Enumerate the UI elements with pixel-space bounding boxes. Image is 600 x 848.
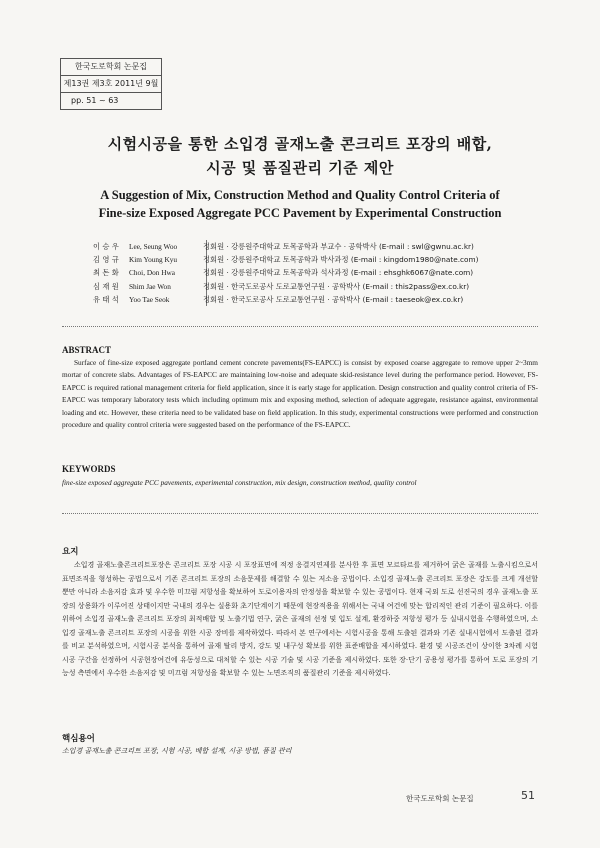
author-name-english: Lee, Seung Woo xyxy=(129,242,178,251)
author-name-korean: 이 승 우 xyxy=(93,242,119,251)
divider-top xyxy=(62,326,538,327)
author-row xyxy=(93,293,533,306)
abstract-heading: ABSTRACT xyxy=(62,345,112,355)
title-korean-line-1: 시험시공을 통한 소입경 골재노출 콘크리트 포장의 배합, xyxy=(107,135,493,153)
footer-journal-name: 한국도로학회 논문집 xyxy=(406,794,474,803)
author-list xyxy=(93,240,533,306)
keywords-body: fine-size exposed aggregate PCC pavements, experimental construction, mix design, construction method, quality control xyxy=(62,478,417,487)
title-english xyxy=(0,186,600,222)
author-affiliation: 정회원 · 강릉원주대학교 토목공학과 박사과정 (E-mail : kingdom1980@nate.com) xyxy=(203,255,479,265)
abstract-body: Surface of fine-size exposed aggregate portland cement concrete pavements(FS-EAPCC) is consist by exposed coarse aggregate to remove upper 2~3mm mortar of concrete slabs. Advantages of FS-EAPCC are maintaining low-noise and adequate skid-resistance level during the performance period. However, FS-EAPCC is required rational management criteria for field application, since it is early stage for application. Design construction and quality control criteria of FS-EAPCC was temporary laboratory tests which including optimum mix and exposing method, selection of adequate aggregate, resistance against, environmental loading and etc. However, these criteria need to be validated base on field application. In this study, experimental constructions were performed and construction procedure and quality control criteria were suggested based on the performance of the FS-EAPCC. xyxy=(62,358,538,430)
journal-volume: 제13권 제3호 2011년 9월 xyxy=(61,76,161,93)
author-affiliation: 정회원 · 강릉원주대학교 토목공학과 부교수 · 공학박사 (E-mail : swl@gwnu.ac.kr) xyxy=(203,242,474,251)
title-english-line-2: Fine-size Exposed Aggregate PCC Pavement by Experimental Construction xyxy=(98,206,502,220)
author-name-english: Kim Young Kyu xyxy=(129,255,178,265)
author-row xyxy=(93,280,533,293)
author-affiliation: 정회원 · 강릉원주대학교 토목공학과 석사과정 (E-mail : ehsghk6067@nate.com) xyxy=(203,268,474,278)
author-row xyxy=(93,266,533,279)
author-affiliation: 정회원 · 한국도로공사 도로교통연구원 · 공학박사 (E-mail : this2pass@ex.co.kr) xyxy=(203,281,470,291)
title-korean xyxy=(0,132,600,180)
journal-pages: pp. 51 ~ 63 xyxy=(71,96,119,105)
divider-middle xyxy=(62,513,538,514)
author-name-english: Yoo Tae Seok xyxy=(129,294,170,304)
title-korean-line-2: 시공 및 품질관리 기준 제안 xyxy=(206,159,394,177)
author-name-korean: 최 돈 화 xyxy=(93,268,119,278)
author-name-english: Choi, Don Hwa xyxy=(129,268,176,278)
page-number: 51 xyxy=(521,789,535,802)
journal-info-box xyxy=(60,58,162,110)
korean-abstract-body: 소입경 골재노출콘크리트포장은 콘크리트 포장 시공 시 포장표면에 적정 응결지연제를 분사한 후 표면 모르타르를 제거하여 굵은 골재를 노출시킴으로서 표면조직을 형성하는 공법으로서 기존 콘크리트 포장의 소음문제를 해결할 수 있는 저소음 공법이다. 소입경 골재노출 콘크리트 포장은 강도를 크게 개선할 뿐만 아니라 소음저감 효과 및 우수한 미끄럼 저항성을 확보하여 도로이용자의 안정성을 확보할 수 있는 공법이다. 현재 국외 도로 선진국의 경우 골재노출 포장의 상용화가 이루어진 상태이지만 국내의 경우는 실용화 초기단계이기 때문에 현장적용을 위해서는 국내 여건에 맞는 합리적인 관리 기준이 필요하다. 이를 위하여 소입경 골재노출 콘크리트 포장의 최적배합 및 노출기법 연구, 굵은 골재의 선정 및 입도 설계, 환경하중 저항성 평가 등 실내시험을 수행하였으며, 소입경 골재노출 콘크리트 포장의 시공을 위한 시공 장비를 제작하였다. 따라서 본 연구에서는 시험시공을 통해 도출된 결과와 기존 실내시험에서 도출된 결과를 비교 분석하였으며, 시험시공 분석을 통하여 골재 탈리 방지, 강도 및 내구성 확보를 위한 표준배합을 제시하였다. 환경 및 시공조건이 상이한 3차례 시험시공 구간을 선정하여 시공현장여건에 유동성으로 대처할 수 있는 시공 기술 및 시공 기준을 제시하였다. 또한 장·단기 공용성 평가를 통하여 도로 포장의 기능성 측면에서 우수한 소음저감 및 미끄럼 저항성을 확보할 수 있는 노면조직의 품질관리 기준을 제시하였다. xyxy=(62,561,538,678)
keywords-heading: KEYWORDS xyxy=(62,464,116,474)
author-name-korean: 김 영 규 xyxy=(93,255,119,265)
author-name-korean: 유 태 석 xyxy=(93,294,119,304)
author-row xyxy=(93,240,533,253)
korean-keywords-body: 소입경 골재노출 콘크리트 포장, 시험 시공, 배합 설계, 시공 방법, 품질 관리 xyxy=(62,747,292,755)
author-name-korean: 심 재 원 xyxy=(93,281,119,291)
korean-keywords-heading: 핵심용어 xyxy=(62,734,95,744)
author-affiliation: 정회원 · 한국도로공사 도로교통연구원 · 공학박사 (E-mail : taeseok@ex.co.kr) xyxy=(203,294,464,304)
author-name-english: Shim Jae Won xyxy=(129,281,171,291)
journal-name: 한국도로학회 논문집 xyxy=(61,59,161,76)
korean-abstract-heading: 요지 xyxy=(62,547,79,557)
title-english-line-1: A Suggestion of Mix, Construction Method and Quality Control Criteria of xyxy=(100,188,500,202)
author-row xyxy=(93,253,533,266)
